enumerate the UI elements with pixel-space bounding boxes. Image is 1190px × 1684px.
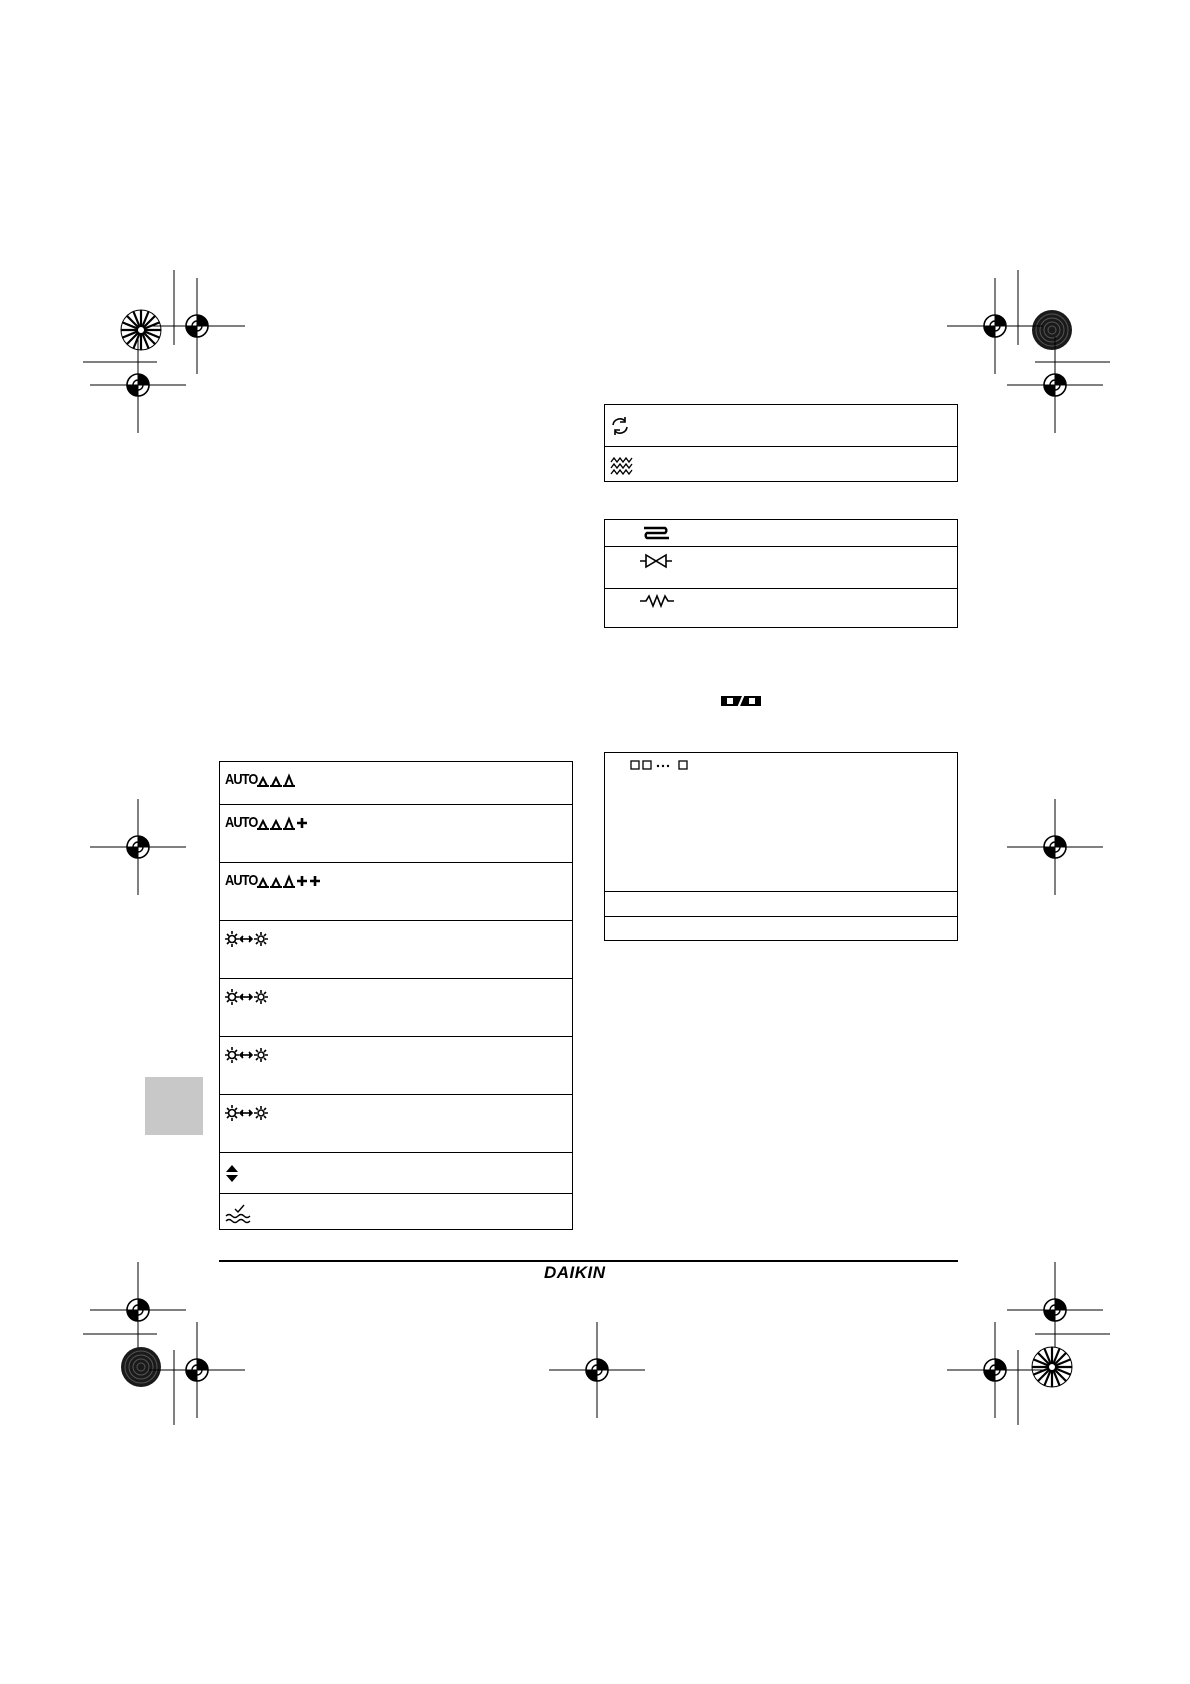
table-row [605,520,957,546]
connector-break-icon [721,694,761,708]
up-down-arrows-icon [225,1164,239,1184]
auto-fan-speed-plus-icon [257,815,313,831]
cool-heat-changeover-icon [225,1105,269,1121]
table-row [220,862,572,920]
address-squares-icon [630,760,692,772]
cool-heat-changeover-icon [225,989,269,1005]
auto-label: AUTO [225,814,258,831]
table-row [605,446,957,483]
coil-pipe-icon [641,525,671,541]
auto-fan-speed-icon [257,772,297,788]
table-row [220,978,572,1036]
table-row [220,762,572,804]
table-row [220,1036,572,1094]
left-symbol-table [219,761,573,1230]
water-check-icon [225,1204,251,1224]
right-symbol-table-1 [604,404,958,482]
brand-logo: DAIKIN [544,1263,606,1282]
table-row [605,588,957,629]
table-row [220,804,572,862]
cool-heat-changeover-icon [225,1047,269,1063]
auto-label: AUTO [225,872,258,889]
table-row [220,1152,572,1193]
table-row [605,916,957,942]
auto-label: AUTO [225,771,258,788]
table-row [605,546,957,588]
refresh-cycle-icon [610,416,630,436]
cool-heat-changeover-icon [225,931,269,947]
footer-rule [219,1260,958,1262]
table-row [605,891,957,916]
auto-fan-speed-plus-plus-icon [257,873,327,889]
table-row [220,920,572,978]
right-symbol-table-3 [604,752,958,941]
valve-icon [640,553,672,569]
table-row [605,405,957,446]
table-row [605,753,957,891]
table-row [220,1193,572,1231]
section-thumb-tab [145,1077,203,1135]
heater-waves-icon [610,456,634,476]
right-symbol-table-2 [604,519,958,628]
table-row [220,1094,572,1152]
resistor-icon [640,594,674,608]
